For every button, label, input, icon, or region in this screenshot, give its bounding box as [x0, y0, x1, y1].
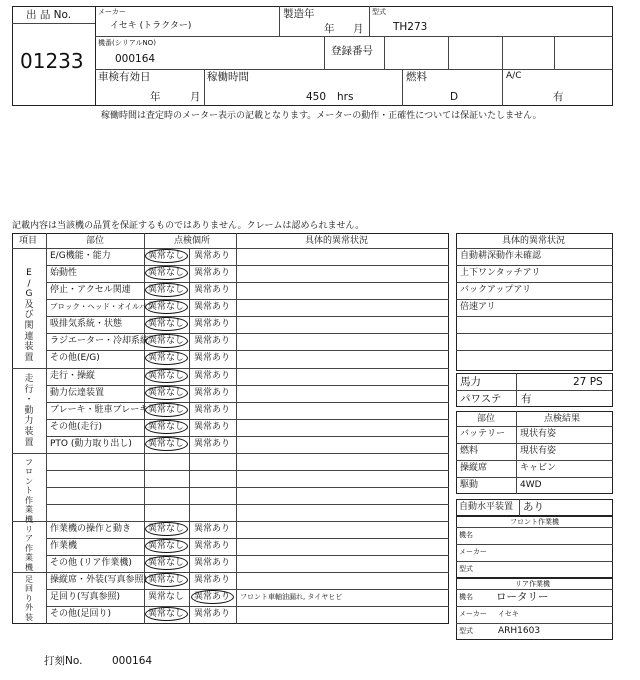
table-row-normal: 異常なし	[148, 541, 185, 551]
table-row-detail: フロント車軸油漏れ, タイヤヒビ	[240, 593, 343, 601]
circled-mark	[145, 403, 188, 417]
table-row-part: E/G機能・能力	[50, 251, 111, 261]
table-row-normal: 異常なし	[148, 524, 185, 534]
circled-mark	[145, 249, 188, 263]
table-row-part: 吸排気系統・状態	[50, 319, 123, 329]
fuel-label: 燃料	[406, 71, 427, 83]
table-row-part: 足回り(写真参照)	[50, 592, 121, 602]
circled-mark	[145, 556, 188, 570]
table-row-abnormal: 異常あり	[194, 558, 231, 568]
table-row-abnormal: 異常あり	[194, 405, 231, 415]
table-row-normal: 異常なし	[148, 405, 185, 415]
power-value: 27 PS	[573, 376, 603, 388]
inspection-unit-month: 月	[190, 91, 201, 103]
right-detail-header: 具体的異常状況	[502, 236, 566, 246]
maker-label: メーカー	[98, 8, 126, 16]
rear-name-label: 機名	[459, 593, 473, 601]
table-row-part: 走行・操縦	[50, 371, 96, 381]
col-detail-header: 具体的異常状況	[305, 236, 369, 246]
table-row-part: ラジエーター・冷却系統	[50, 336, 150, 346]
table-row-part: 操縦席・外装(写真参照)	[50, 575, 148, 585]
table-row-abnormal: 異常あり	[194, 319, 231, 329]
table-row-abnormal: 異常あり	[194, 371, 231, 381]
table-row-abnormal: 異常あり	[194, 353, 231, 363]
table-row-abnormal: 異常あり	[194, 609, 231, 619]
right-detail-item: 倍速アリ	[460, 302, 496, 312]
ac-value: 有	[553, 91, 564, 103]
rear-model-value: ARH1603	[498, 626, 541, 636]
table-row-abnormal: 異常あり	[194, 388, 231, 398]
table-row-normal: 異常なし	[148, 353, 185, 363]
serial-value: 000164	[115, 53, 156, 65]
front-name-label: 機名	[459, 531, 473, 539]
category-engine: E / G 及 び 関 連 装 置	[24, 268, 34, 363]
shipment-number: 01233	[20, 49, 84, 73]
registration-label: 登録番号	[331, 45, 373, 57]
hours-unit: hrs	[337, 91, 354, 103]
category-rear: リ ア 作 業 機	[25, 525, 33, 572]
table-row-part: ブロック・ヘッド・オイルパン	[50, 302, 154, 311]
table-row-part: 動力伝達装置	[50, 388, 105, 398]
table-row-part: 作業機の操作と動き	[50, 524, 132, 534]
table-row-normal: 異常なし	[148, 388, 185, 398]
check-result-header: 点検結果	[544, 414, 581, 424]
circled-mark	[145, 266, 188, 280]
ac-label: A/C	[506, 71, 522, 81]
table-row-normal: 異常なし	[148, 422, 185, 432]
inspection-unit-year: 年	[150, 91, 161, 103]
power-steering-value: 有	[521, 393, 532, 405]
right-detail-item: 自動耕深動作未確認	[460, 251, 542, 261]
table-row-part: その他(E/G)	[50, 353, 100, 363]
table-row-abnormal: 異常あり	[194, 541, 231, 551]
stamp-label: 打刻No.	[44, 655, 83, 667]
maker-value: イセキ (トラクター)	[110, 21, 192, 31]
table-row-part: 停止・アクセル関連	[50, 285, 131, 295]
table-row-abnormal: 異常あり	[194, 592, 231, 602]
check-part: 燃料	[460, 446, 479, 456]
front-implement-header: フロント作業機	[510, 518, 559, 526]
circled-mark	[145, 522, 188, 536]
table-row-abnormal: 異常あり	[194, 422, 231, 432]
hours-value: 450	[306, 91, 327, 103]
table-row-part: ブレーキ・駐車ブレーキ	[50, 405, 149, 415]
table-row-abnormal: 異常あり	[194, 524, 231, 534]
rear-maker-value: イセキ	[498, 610, 519, 618]
circled-mark	[145, 386, 188, 400]
circled-mark	[145, 573, 188, 587]
table-row-abnormal: 異常あり	[194, 302, 231, 312]
check-result: 現状有姿	[520, 429, 557, 439]
table-row-abnormal: 異常あり	[194, 439, 231, 449]
serial-label: 機番(シリアルNO)	[98, 39, 156, 47]
right-detail-item: 上下ワンタッチアリ	[460, 268, 541, 278]
table-row-normal: 異常なし	[148, 609, 185, 619]
circled-mark	[145, 351, 188, 365]
rear-implement-header: リア作業機	[515, 580, 550, 588]
stamp-value: 000164	[112, 655, 153, 667]
inspection-label: 車検有効日	[98, 71, 151, 83]
auto-level-value: あり	[523, 501, 544, 513]
power-steering-label: パワステ	[460, 393, 502, 405]
col-item-header: 項目	[19, 236, 38, 246]
fuel-value: D	[450, 91, 459, 103]
check-result: 現状有姿	[520, 446, 557, 456]
category-drive: 走 行 ・ 動 力 装 置	[24, 374, 34, 448]
category-undercarriage: 足 回 り 外 装	[25, 575, 33, 622]
rear-name-value: ロータリー	[496, 591, 549, 603]
power-label: 馬力	[460, 376, 481, 388]
check-result: 4WD	[520, 480, 542, 490]
circled-mark	[145, 317, 188, 331]
circled-mark	[145, 420, 188, 434]
circled-mark	[145, 334, 188, 348]
table-row-part: その他(走行)	[50, 422, 103, 432]
disclaimer: 記載内容は当該機の品質を保証するものではありません。クレームは認められません。	[12, 221, 365, 231]
model-label: 型式	[372, 8, 386, 16]
table-row-normal: 異常なし	[148, 268, 185, 278]
table-row-abnormal: 異常あり	[194, 336, 231, 346]
table-row-normal: 異常なし	[148, 319, 185, 329]
table-row-normal: 異常なし	[148, 336, 185, 346]
circled-mark	[145, 607, 188, 621]
hours-note: 稼働時間は査定時のメーター表示の記載となります。メーターの動作・正確性については保証いたしません。	[101, 111, 542, 121]
circled-mark	[145, 539, 188, 553]
circled-mark	[145, 437, 188, 451]
auto-level-label: 自動水平装置	[459, 502, 514, 512]
circled-mark	[145, 369, 188, 383]
table-row-part: その他(足回り)	[50, 609, 112, 619]
table-row-normal: 異常なし	[148, 439, 185, 449]
year-unit-year: 年	[324, 23, 335, 35]
table-row-normal: 異常なし	[148, 575, 185, 585]
table-row-abnormal: 異常あり	[194, 575, 231, 585]
check-part: 操縦席	[460, 463, 488, 473]
check-result: キャビン	[520, 463, 557, 473]
shipment-label: 出 品 No.	[26, 9, 72, 21]
table-row-abnormal: 異常あり	[194, 251, 231, 261]
category-front: フ ロ ン ト 作 業 機	[25, 458, 33, 524]
table-row-part: 始動性	[50, 268, 78, 278]
table-row-part: その他 (リア作業機)	[50, 558, 132, 568]
model-value: TH273	[393, 21, 428, 33]
rear-maker-label: メーカー	[459, 610, 487, 618]
table-row-abnormal: 異常あり	[194, 285, 231, 295]
rear-model-label: 型式	[459, 627, 473, 635]
circled-mark	[145, 300, 188, 314]
table-row-part: PTO (動力取り出し)	[50, 439, 132, 449]
col-part-header: 部位	[86, 236, 105, 246]
table-row-normal: 異常なし	[148, 251, 185, 261]
front-model-label: 型式	[459, 565, 473, 573]
table-row-normal: 異常なし	[148, 558, 185, 568]
year-label: 製造年	[283, 8, 315, 20]
front-maker-label: メーカー	[459, 548, 487, 556]
col-check-header: 点検個所	[174, 236, 211, 246]
table-row-normal: 異常なし	[148, 285, 185, 295]
table-row-normal: 異常なし	[148, 592, 185, 602]
circled-mark	[191, 590, 234, 604]
circled-mark	[145, 283, 188, 297]
table-row-part: 作業機	[50, 541, 78, 551]
table-row-normal: 異常なし	[148, 302, 185, 312]
table-row-abnormal: 異常あり	[194, 268, 231, 278]
check-part-header: 部位	[477, 414, 496, 424]
right-detail-item: バックアップアリ	[460, 285, 532, 295]
table-row-normal: 異常なし	[148, 371, 185, 381]
year-unit-month: 月	[353, 23, 364, 35]
check-part: バッテリー	[460, 429, 506, 439]
check-part: 駆動	[460, 480, 479, 490]
hours-label: 稼働時間	[207, 71, 249, 83]
